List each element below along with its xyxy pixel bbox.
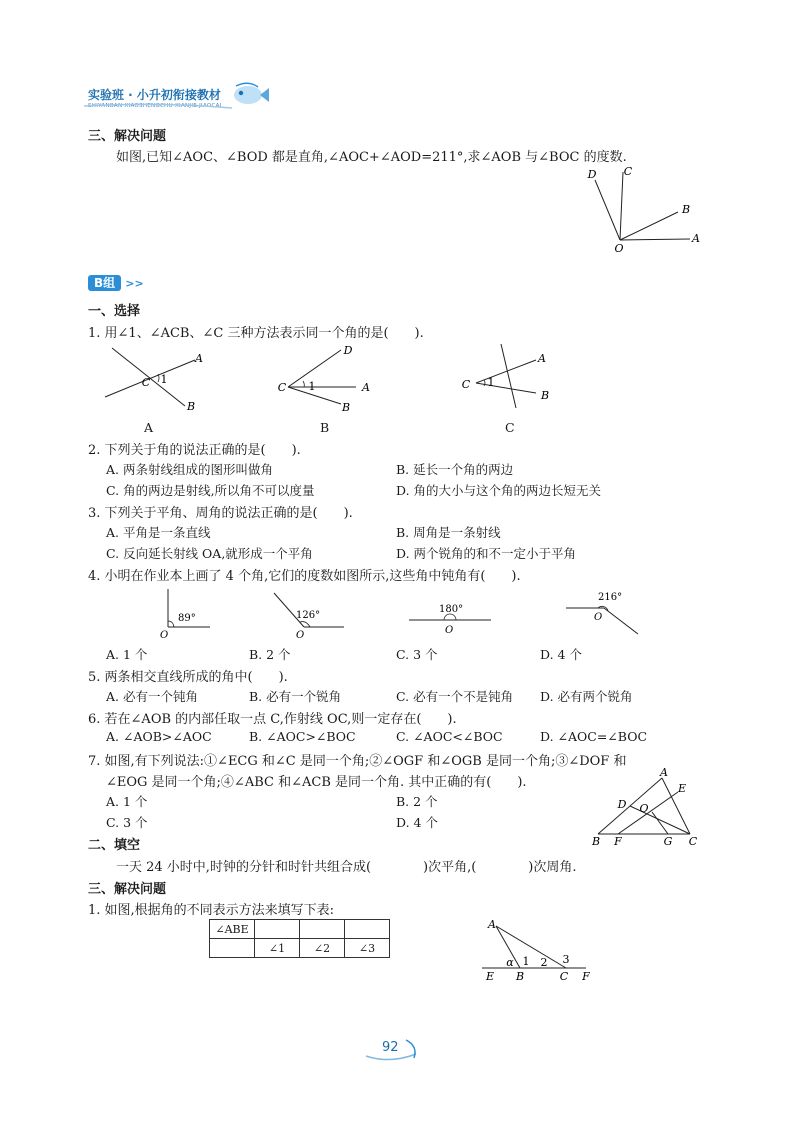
- q1-figure-b: [276, 342, 386, 417]
- fig-label: C: [688, 835, 698, 848]
- q6-option-b: B. ∠AOC>∠BOC: [249, 729, 356, 744]
- fig-label: 1: [160, 373, 168, 386]
- table-cell: [300, 920, 345, 939]
- fig-label: α: [506, 956, 514, 969]
- fig-label: B: [515, 970, 525, 983]
- q2-option-d: D. 角的大小与这个角的两边长短无关: [396, 483, 602, 498]
- brand-subtitle: SHIYANBAN XIAOSHENGCHU XIANJIE JIAOCAI: [88, 103, 222, 109]
- problem-text-a: 如图,已知∠AOC、∠BOD 都是直角,∠AOC+∠AOD=211°,求∠AOB 与∠BOC 的度数.: [116, 150, 627, 165]
- q4-angle-180: [405, 592, 495, 640]
- solve-question-1: 1. 如图,根据角的不同表示方法来填写下表:: [88, 903, 335, 918]
- q2-option-a: A. 两条射线组成的图形叫做角: [106, 462, 273, 477]
- fig-label: 1: [522, 955, 530, 968]
- vertex-label: O: [160, 630, 169, 640]
- fig-label: D: [587, 168, 597, 181]
- q1-figure-a: [100, 342, 210, 417]
- group-b-label: B组: [88, 275, 121, 291]
- q5-option-c: C. 必有一个不是钝角: [396, 689, 514, 704]
- angle-label: 89°: [178, 613, 196, 624]
- table-cell: ∠ABE: [210, 920, 255, 939]
- fig-label: 1: [487, 376, 495, 389]
- q1-caption-a: A: [144, 420, 154, 435]
- fig-label: O: [639, 802, 649, 815]
- question-2: 2. 下列关于角的说法正确的是( ).: [88, 443, 301, 458]
- q3-option-a: A. 平角是一条直线: [106, 525, 211, 540]
- section-heading-choice: 一、选择: [88, 304, 141, 319]
- table-cell: [210, 939, 255, 958]
- fig-label: F: [614, 835, 622, 848]
- q6-option-c: C. ∠AOC<∠BOC: [396, 729, 503, 744]
- q4-option-d: D. 4 个: [540, 647, 582, 662]
- fig-label: B: [681, 203, 691, 216]
- fig-label: B: [341, 401, 351, 414]
- q7-option-d: D. 4 个: [396, 815, 438, 830]
- group-b-tag: [88, 274, 144, 291]
- q4-option-c: C. 3 个: [396, 647, 438, 662]
- q3-option-c: C. 反向延长射线 OA,就形成一个平角: [106, 546, 313, 561]
- q7-option-a: A. 1 个: [106, 794, 148, 809]
- question-7-line1: 7. 如图,有下列说法:①∠ECG 和∠C 是同一个角;②∠OGF 和∠OGB 是同一个角;③∠DOF 和: [88, 754, 627, 769]
- q6-option-d: D. ∠AOC=∠BOC: [540, 729, 648, 744]
- fig-label: F: [582, 970, 590, 983]
- q2-option-b: B. 延长一个角的两边: [396, 462, 514, 477]
- page-wave-icon: [360, 1034, 430, 1064]
- table-row: [210, 920, 390, 939]
- page-number: 92: [382, 1040, 399, 1055]
- fig-label: 3: [562, 953, 570, 966]
- q5-option-b: B. 必有一个锐角: [249, 689, 342, 704]
- fill-question: 一天 24 小时中,时钟的分针和时针共组合成( )次平角,( )次周角.: [116, 860, 577, 875]
- vertex-label: O: [296, 630, 305, 640]
- fig-label: A: [488, 918, 496, 931]
- q4-option-b: B. 2 个: [249, 647, 291, 662]
- table-cell: ∠1: [255, 939, 300, 958]
- q1-figure-c: [456, 340, 566, 415]
- q4-angle-126: [266, 585, 346, 640]
- fig-label: A: [195, 352, 203, 365]
- fig-label: A: [692, 232, 700, 245]
- fig-label: A: [660, 768, 668, 779]
- q6-option-a: A. ∠AOB>∠AOC: [106, 729, 212, 744]
- angle-label: 126°: [296, 610, 321, 621]
- table-row: [210, 939, 390, 958]
- fig-label: E: [485, 970, 495, 983]
- fig-label: C: [559, 970, 569, 983]
- figure-angle-aoc-bod: [580, 160, 710, 260]
- q5-option-d: D. 必有两个锐角: [540, 689, 633, 704]
- fig-label: E: [677, 782, 687, 795]
- solve-triangle-figure: [478, 916, 598, 986]
- question-4: 4. 小明在作业本上画了 4 个角,它们的度数如图所示,这些角中钝角有( ).: [88, 569, 521, 584]
- fig-label: A: [538, 352, 546, 365]
- angle-label: 216°: [598, 592, 623, 603]
- q7-option-b: B. 2 个: [396, 794, 438, 809]
- fig-label: O: [614, 242, 624, 255]
- question-6: 6. 若在∠AOB 的内部任取一点 C,作射线 OC,则一定存在( ).: [88, 712, 457, 727]
- q2-option-c: C. 角的两边是射线,所以角不可以度量: [106, 483, 315, 498]
- q3-option-d: D. 两个锐角的和不一定小于平角: [396, 546, 577, 561]
- fig-label: A: [362, 381, 370, 394]
- fig-label: B: [591, 835, 601, 848]
- question-1: 1. 用∠1、∠ACB、∠C 三种方法表示同一个角的是( ).: [88, 326, 424, 341]
- fig-label: 1: [308, 380, 316, 393]
- q1-caption-b: B: [320, 420, 330, 435]
- fig-label: C: [461, 378, 471, 391]
- table-cell: [345, 920, 390, 939]
- fig-label: B: [186, 400, 196, 413]
- fig-label: C: [277, 381, 287, 394]
- q3-option-b: B. 周角是一条射线: [396, 525, 501, 540]
- brand-title: 实验班 · 小升初衔接教材: [88, 88, 221, 102]
- q4-angle-216: [562, 588, 642, 643]
- table-cell: [255, 920, 300, 939]
- angle-table: [209, 919, 390, 958]
- section-heading-fill: 二、填空: [88, 838, 141, 853]
- q7-option-c: C. 3 个: [106, 815, 148, 830]
- vertex-label: O: [594, 612, 603, 623]
- fig-label: D: [617, 798, 627, 811]
- angle-label: 180°: [439, 604, 464, 615]
- fig-label: C: [623, 165, 633, 178]
- question-5: 5. 两条相交直线所成的角中( ).: [88, 670, 288, 685]
- q4-option-a: A. 1 个: [106, 647, 148, 662]
- table-cell: ∠3: [345, 939, 390, 958]
- fish-logo-icon: [228, 82, 270, 108]
- q1-caption-c: C: [505, 420, 515, 435]
- question-7-line2: ∠EOG 是同一个角;④∠ABC 和∠ACB 是同一个角. 其中正确的有( ).: [106, 775, 527, 790]
- question-3: 3. 下列关于平角、周角的说法正确的是( ).: [88, 506, 353, 521]
- q4-angle-89: [150, 585, 220, 640]
- table-cell: ∠2: [300, 939, 345, 958]
- fig-label: C: [141, 376, 151, 389]
- section-heading-solve-a: 三、解决问题: [88, 129, 167, 144]
- q7-triangle-figure: [590, 768, 700, 848]
- section-heading-solve-b: 三、解决问题: [88, 882, 167, 897]
- fig-label: G: [663, 835, 673, 848]
- vertex-label: O: [445, 625, 454, 636]
- q5-option-a: A. 必有一个钝角: [106, 689, 198, 704]
- fig-label: B: [540, 389, 550, 402]
- double-chevron-icon: >>: [125, 277, 144, 290]
- fig-label: 2: [540, 956, 548, 969]
- fig-label: D: [343, 344, 353, 357]
